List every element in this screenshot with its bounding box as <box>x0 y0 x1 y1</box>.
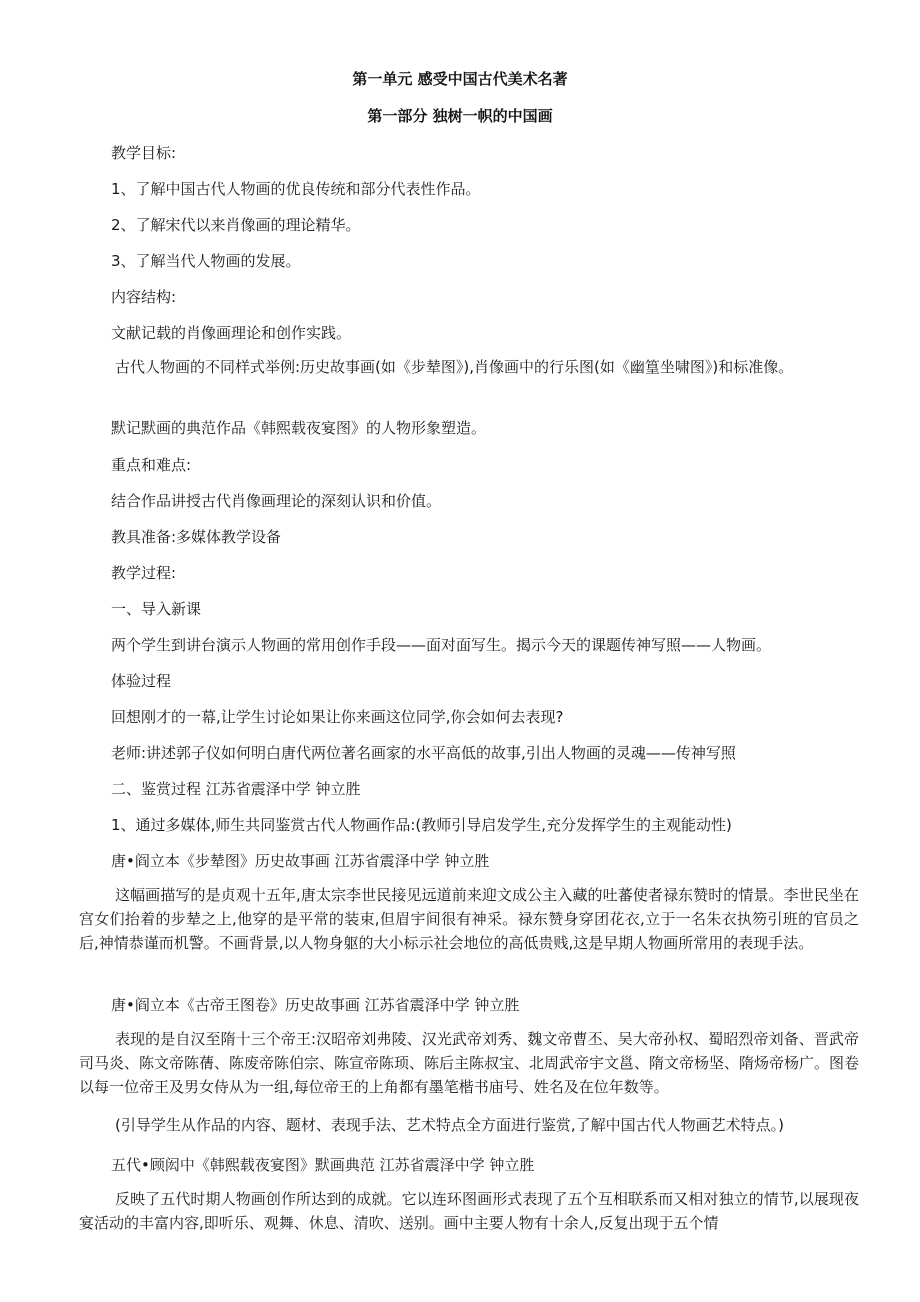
structure-item-2: 古代人物画的不同样式举例:历史故事画(如《步辇图》),肖像画中的行乐图(如《幽篁坐啸图》)和标准像。 <box>115 358 794 376</box>
experience-text: 回想刚才的一幕,让学生讨论如果让你来画这位同学,你会如何去表现? <box>111 708 564 726</box>
artwork-title-emperors: 唐•阎立本《古帝王图卷》历史故事画 江苏省震泽中学 钟立胜 <box>111 996 520 1014</box>
artwork-description-hanxizai: 反映了五代时期人物画创作所达到的成就。它以连环图画形式表现了五个互相联系而又相对独立的情节,以展现夜宴活动的丰富内容,即听乐、观舞、休息、清吹、送别。画中主要人物有十余人,反复出现于五个情 <box>79 1190 859 1232</box>
structure-item-3: 默记默画的典范作品《韩熙载夜宴图》的人物形象塑造。 <box>111 419 487 437</box>
objective-item-1: 1、了解中国古代人物画的优良传统和部分代表性作品。 <box>111 180 481 198</box>
process-step-1-text: 两个学生到讲台演示人物画的常用创作手段——面对面写生。揭示今天的课题传神写照——人物画。 <box>111 636 772 654</box>
document-subtitle: 第一部分 独树一帜的中国画 <box>367 107 553 125</box>
appreciation-intro: 1、通过多媒体,师生共同鉴赏古代人物画作品:(教师引导启发学生,充分发挥学生的主观能动性) <box>111 816 732 834</box>
teaching-aids-text: 教具准备:多媒体教学设备 <box>111 528 282 546</box>
section-heading-process: 教学过程: <box>111 564 177 582</box>
artwork-title-hanxizai: 五代•顾闳中《韩熙载夜宴图》默画典范 江苏省震泽中学 钟立胜 <box>111 1156 535 1174</box>
experience-heading: 体验过程 <box>111 672 172 690</box>
artwork-description-emperors: 表现的是自汉至隋十三个帝王:汉昭帝刘弗陵、汉光武帝刘秀、魏文帝曹丕、吴大帝孙权、蜀昭烈帝刘备、晋武帝司马炎、陈文帝陈蒨、陈废帝陈伯宗、陈宣帝陈顼、陈后主陈叔宝、北周武帝宇文邕、隋文帝杨坚、隋炀帝杨广。图卷以每一位帝王及男女侍从为一组,每位帝王的上角都有墨笔楷书庙号、姓名及在位年数等。 <box>79 1030 860 1096</box>
process-step-1-heading: 一、导入新课 <box>111 600 202 618</box>
structure-item-1: 文献记载的肖像画理论和创作实践。 <box>111 324 352 342</box>
document-title: 第一单元 感受中国古代美术名著 <box>352 70 568 88</box>
key-points-text: 结合作品讲授古代肖像画理论的深刻认识和价值。 <box>111 492 442 510</box>
guidance-note: (引导学生从作品的内容、题材、表现手法、艺术特点全方面进行鉴赏,了解中国古代人物画艺术特点。) <box>115 1116 784 1134</box>
objective-item-3: 3、了解当代人物画的发展。 <box>111 252 301 270</box>
section-heading-key-points: 重点和难点: <box>111 456 192 474</box>
teacher-text: 老师:讲述郭子仪如何明白唐代两位著名画家的水平高低的故事,引出人物画的灵魂——传神写照 <box>111 744 736 762</box>
artwork-description-bunian: 这幅画描写的是贞观十五年,唐太宗李世民接见远道前来迎文成公主入藏的吐蕃使者禄东赞时的情景。李世民坐在宫女们抬着的步辇之上,他穿的是平常的装束,但眉宇间很有神采。禄东赞身穿团花衣,立于一名朱衣执笏引班的官员之后,神情恭谨而机警。不画背景,以人物身躯的大小标示社会地位的高低贵贱,这是早期人物画所常用的表现手法。 <box>79 886 859 952</box>
section-heading-objectives: 教学目标: <box>111 144 177 162</box>
artwork-title-bunian: 唐•阎立本《步辇图》历史故事画 江苏省震泽中学 钟立胜 <box>111 852 490 870</box>
process-step-2-heading: 二、鉴赏过程 江苏省震泽中学 钟立胜 <box>111 780 361 798</box>
section-heading-structure: 内容结构: <box>111 288 177 306</box>
objective-item-2: 2、了解宋代以来肖像画的理论精华。 <box>111 216 361 234</box>
